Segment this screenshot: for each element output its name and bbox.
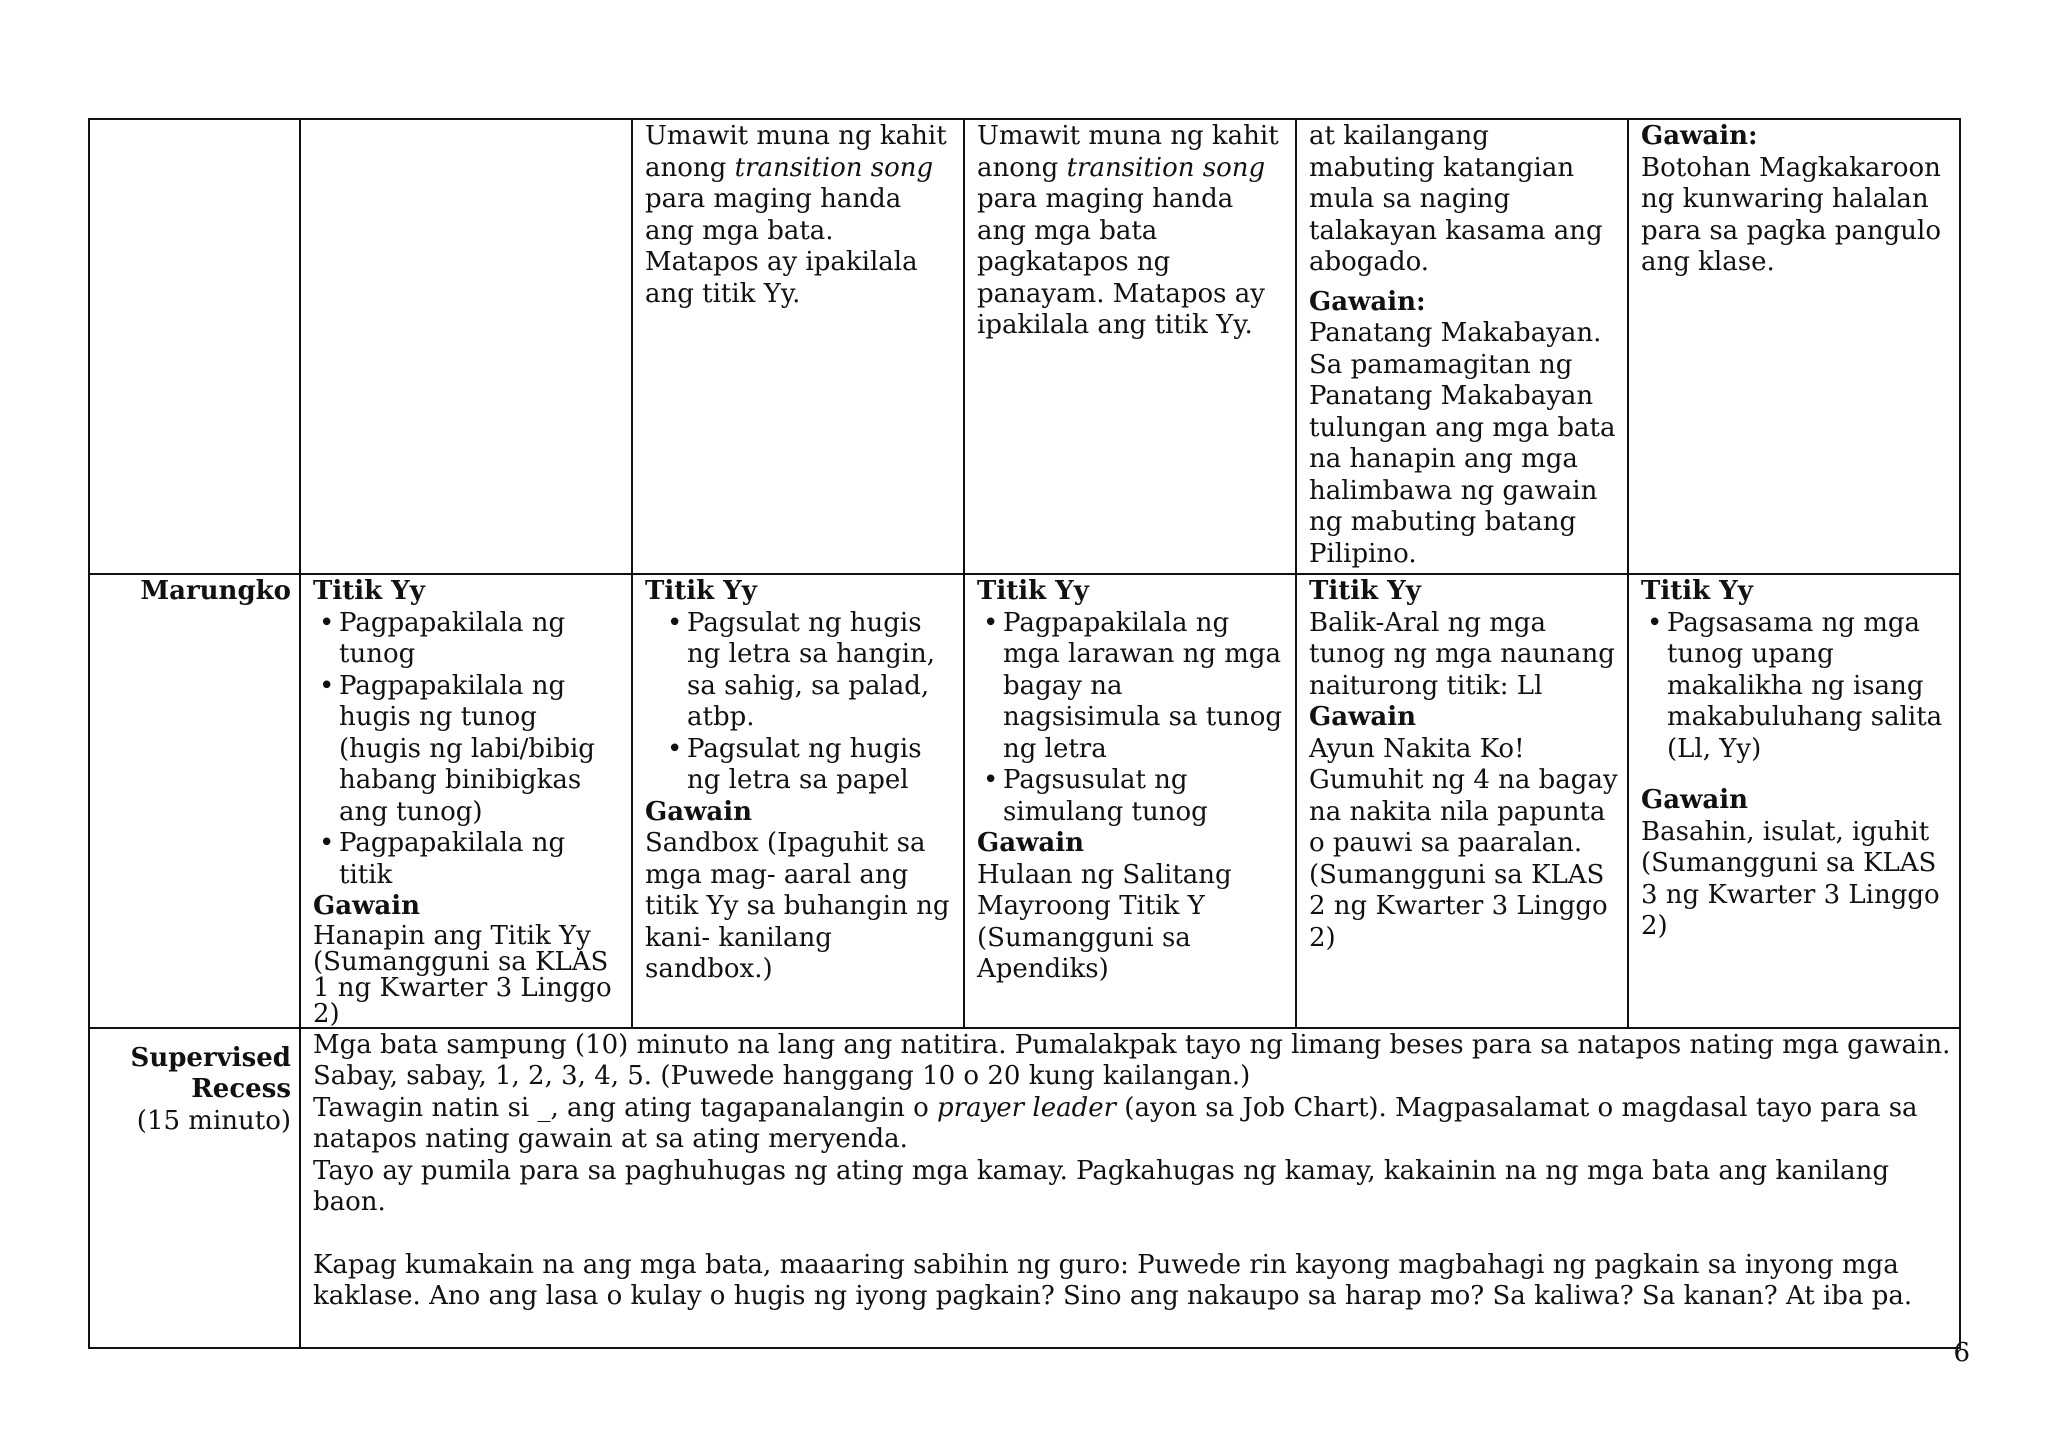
gawain-label: Gawain — [1309, 702, 1417, 732]
paragraph: Sabay, sabay, 1, 2, 3, 4, 5. (Puwede hanggang 10 o 20 kung kailangan.) — [313, 1061, 1251, 1091]
gawain-label: Gawain — [645, 796, 753, 827]
list-item: • Pagsulat ng hugis ng letra sa hangin, sa sahig, sa palad, atbp. — [681, 608, 955, 734]
table-row — [89, 1028, 1960, 1348]
recess-instructions-cell — [300, 1028, 1960, 1348]
day-cell — [964, 574, 1296, 1028]
spacer — [313, 1219, 1951, 1250]
day-cell — [300, 574, 632, 1028]
row-label-cell — [89, 119, 300, 574]
gawain-label: Gawain — [313, 891, 421, 921]
list-item: • Pagpapakilala ng titik — [333, 828, 623, 891]
bullet-list — [1641, 608, 1951, 766]
cell-text: at kailangang mabuting katangian mula sa naging talakayan kasama ang abogado. — [1309, 121, 1603, 277]
gawain-text: Basahin, isulat, iguhit (Sumangguni sa KLAS 3 ng Kwarter 3 Linggo 2) — [1641, 816, 1940, 941]
row-label-cell — [89, 574, 300, 1028]
gawain-text: Hanapin ang Titik Yy (Sumangguni sa KLAS 1 ng Kwarter 3 Linggo 2) — [313, 920, 612, 1028]
list-item: • Pagpapakilala ng hugis ng tunog (hugis ng labi/bibig habang binibigkas ang tunog) — [333, 671, 623, 829]
gawain-text: Hulaan ng Salitang Mayroong Titik Y (Sumangguni sa Apendiks) — [977, 859, 1232, 984]
day-cell — [1296, 574, 1628, 1028]
day-cell — [300, 119, 632, 574]
gawain-text: Ayun Nakita Ko! Gumuhit ng 4 na bagay na nakita nila papunta o pauwi sa paaralan. (Sumangguni sa KLAS 2 ng Kwarter 3 Linggo 2) — [1309, 733, 1618, 953]
cell-title: Titik Yy — [313, 576, 425, 606]
gawain-label: Gawain — [1641, 785, 1749, 815]
row-label-duration: (15 minuto) — [136, 1105, 291, 1136]
day-cell: Umawit muna ng kahit anong transition song para maging handa ang mga bata. Matapos ay ipakilala ang titik Yy. — [632, 119, 964, 574]
gawain-text: Panatang Makabayan. Sa pamamagitan ng Panatang Makabayan tulungan ang mga bata na hanapin ang mga halimbawa ng gawain ng mabuting batang Pilipino. — [1309, 318, 1616, 569]
cell-title: Titik Yy — [977, 576, 1089, 606]
row-label: Marungko — [140, 576, 291, 606]
gawain-text: Sandbox (Ipaguhit sa mga mag- aaral ang titik Yy sa buhangin ng kani- kanilang sandbox.) — [645, 828, 950, 984]
day-cell: Umawit muna ng kahit anong transition song para maging handa ang mga bata pagkatapos ng panayam. Matapos ay ipakilala ang titik Yy. — [964, 119, 1296, 574]
paragraph: Tayo ay pumila para sa paghuhugas ng ating mga kamay. Pagkahugas ng kamay, kakainin na ng mga bata ang kanilang baon. — [313, 1155, 1890, 1217]
cell-title: Titik Yy — [1641, 576, 1753, 606]
gawain-text: Botohan Magkakaroon ng kunwaring halalan para sa pagka pangulo ang klase. — [1641, 152, 1942, 277]
list-item: • Pagpapakilala ng tunog — [333, 608, 623, 671]
list-item: • Pagsusulat ng simulang tunog — [997, 765, 1287, 828]
day-cell — [1628, 574, 1960, 1028]
day-cell — [1296, 119, 1628, 574]
gawain-label: Gawain — [977, 828, 1085, 858]
page-number: 6 — [1953, 1338, 1970, 1368]
cell-text: Balik-Aral ng mga tunog ng mga naunang naiturong titik: Ll — [1309, 607, 1615, 701]
row-label: Supervised — [130, 1042, 291, 1073]
table-row — [89, 574, 1960, 1028]
cell-title: Titik Yy — [645, 576, 757, 606]
row-label-cell — [89, 1028, 300, 1348]
paragraph: Tawagin natin si _, ang ating tagapanalangin o prayer leader (ayon sa Job Chart). Magpasalamat o magdasal tayo para sa natapos nating gawain at sa ating meryenda. — [313, 1092, 1918, 1154]
list-item: • Pagsulat ng hugis ng letra sa papel — [681, 734, 955, 797]
gawain-label: Gawain: — [1641, 121, 1758, 151]
paragraph: Kapag kumakain na ang mga bata, maaaring sabihin ng guro: Puwede rin kayong magbahagi ng pagkain sa inyong mga kaklase. Ano ang lasa o kulay o hugis ng iyong pagkain? Sino ang nakaupo sa harap mo? Sa kaliwa? Sa kanan? At iba pa. — [313, 1249, 1913, 1311]
cell-title: Titik Yy — [1309, 576, 1421, 606]
row-label: Recess — [191, 1074, 291, 1104]
list-item: • Pagpapakilala ng mga larawan ng mga bagay na nagsisimula sa tunog ng letra — [997, 608, 1287, 766]
day-cell — [632, 574, 964, 1028]
bullet-list — [645, 608, 955, 797]
lesson-plan-table — [88, 118, 1961, 1349]
list-item: • Pagsasama ng mga tunog upang makalikha ng isang makabuluhang salita (Ll, Yy) — [1661, 608, 1951, 766]
bullet-list — [977, 608, 1287, 829]
bullet-list — [313, 608, 623, 892]
table-row — [89, 119, 1960, 574]
paragraph: Mga bata sampung (10) minuto na lang ang natitira. Pumalakpak tayo ng limang beses para sa natapos nating mga gawain. — [313, 1029, 1951, 1060]
day-cell — [1628, 119, 1960, 574]
gawain-label: Gawain: — [1309, 286, 1426, 317]
